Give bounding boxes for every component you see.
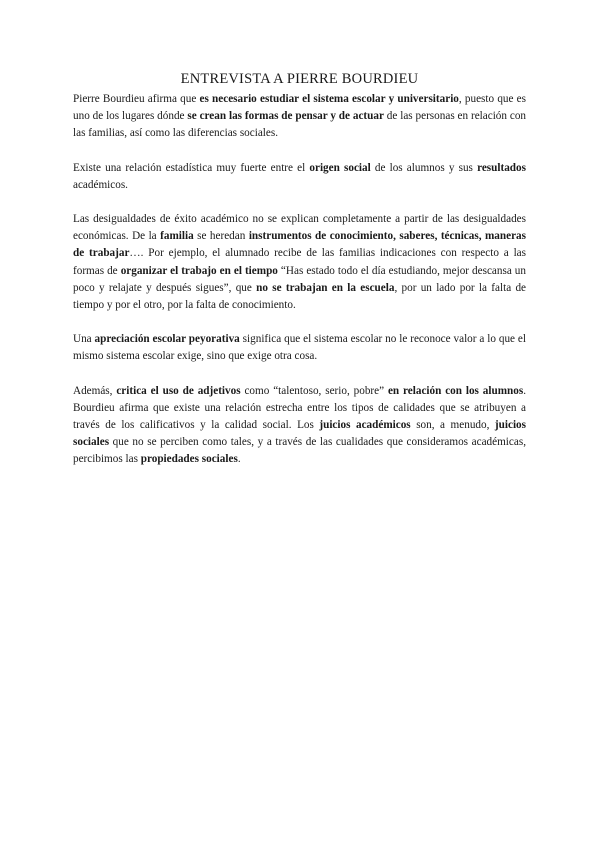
text-run: significa que el sistema escolar no le reconoce valor a lo que el mismo sistema escolar exige, sino que exige otra cosa.: [73, 333, 527, 363]
text-run: Además,: [73, 384, 117, 397]
paragraph-1: [73, 91, 526, 143]
bold-text: instrumentos de conocimiento, saberes, técnicas, maneras de trabajar: [73, 230, 526, 260]
text-run: , puesto que es uno de los lugares dónde: [73, 93, 526, 123]
text-run: como “talentoso, serio, pobre”: [240, 384, 388, 397]
bold-text: propiedades sociales: [140, 453, 238, 466]
text-run: de las personas en relación con las familias, así como las diferencias sociales.: [73, 110, 527, 140]
text-run: que no se perciben como tales, y a través de las cualidades que consideramos académicas, percibimos las: [73, 436, 526, 466]
text-run: de los alumnos y sus: [370, 161, 478, 174]
text-run: .: [237, 453, 241, 466]
paragraph-4: [73, 331, 526, 365]
bold-text: se crean las formas de pensar y de actuar: [187, 110, 384, 123]
text-run: , por un lado por la falta de tiempo y por el otro, por la falta de conocimiento.: [73, 281, 527, 312]
paragraph-3: [73, 211, 526, 314]
bold-text: es necesario estudiar el sistema escolar y universitario: [199, 93, 459, 105]
text-run: son, a menudo,: [410, 419, 495, 432]
text-run: Existe una relación estadística muy fuerte entre el: [73, 161, 310, 174]
bold-text: juicios sociales: [73, 419, 526, 449]
bold-text: resultados: [477, 161, 526, 174]
bold-text: apreciación escolar peyorativa: [94, 333, 240, 346]
document-title: ENTREVISTA A PIERRE BOURDIEU: [180, 71, 419, 87]
bold-text: critica el uso de adjetivos: [116, 384, 241, 397]
document-page: [73, 70, 526, 486]
text-run: . Bourdieu afirma que existe una relación estrecha entre los tipos de calidades que se atribuyen a través de los calificativos y la calidad social. Los: [73, 384, 526, 432]
text-run: Pierre Bourdieu afirma que: [73, 93, 200, 105]
bold-text: familia: [160, 230, 194, 243]
bold-text: origen social: [309, 161, 371, 174]
text-run: …. Por ejemplo, el alumnado recibe de las familias indicaciones con respecto a las formas de: [73, 247, 526, 277]
paragraph-2: [73, 160, 526, 194]
text-run: se heredan: [193, 230, 249, 243]
bold-text: en relación con los alumnos: [387, 384, 524, 397]
paragraph-5: [73, 383, 526, 469]
bold-text: organizar el trabajo en el tiempo: [120, 264, 278, 277]
document-body: [73, 91, 526, 469]
bold-text: juicios académicos: [319, 419, 411, 432]
bold-text: no se trabajan en la escuela: [256, 281, 395, 294]
text-run: académicos.: [73, 178, 128, 191]
text-run: Las desigualdades de éxito académico no se explican completamente a partir de las desigualdades económicas. De la: [73, 213, 526, 243]
text-run: Una: [73, 333, 95, 346]
text-run: “Has estado todo el día estudiando, mejor descansa un poco y relajate y después sigues”, que: [73, 264, 526, 294]
